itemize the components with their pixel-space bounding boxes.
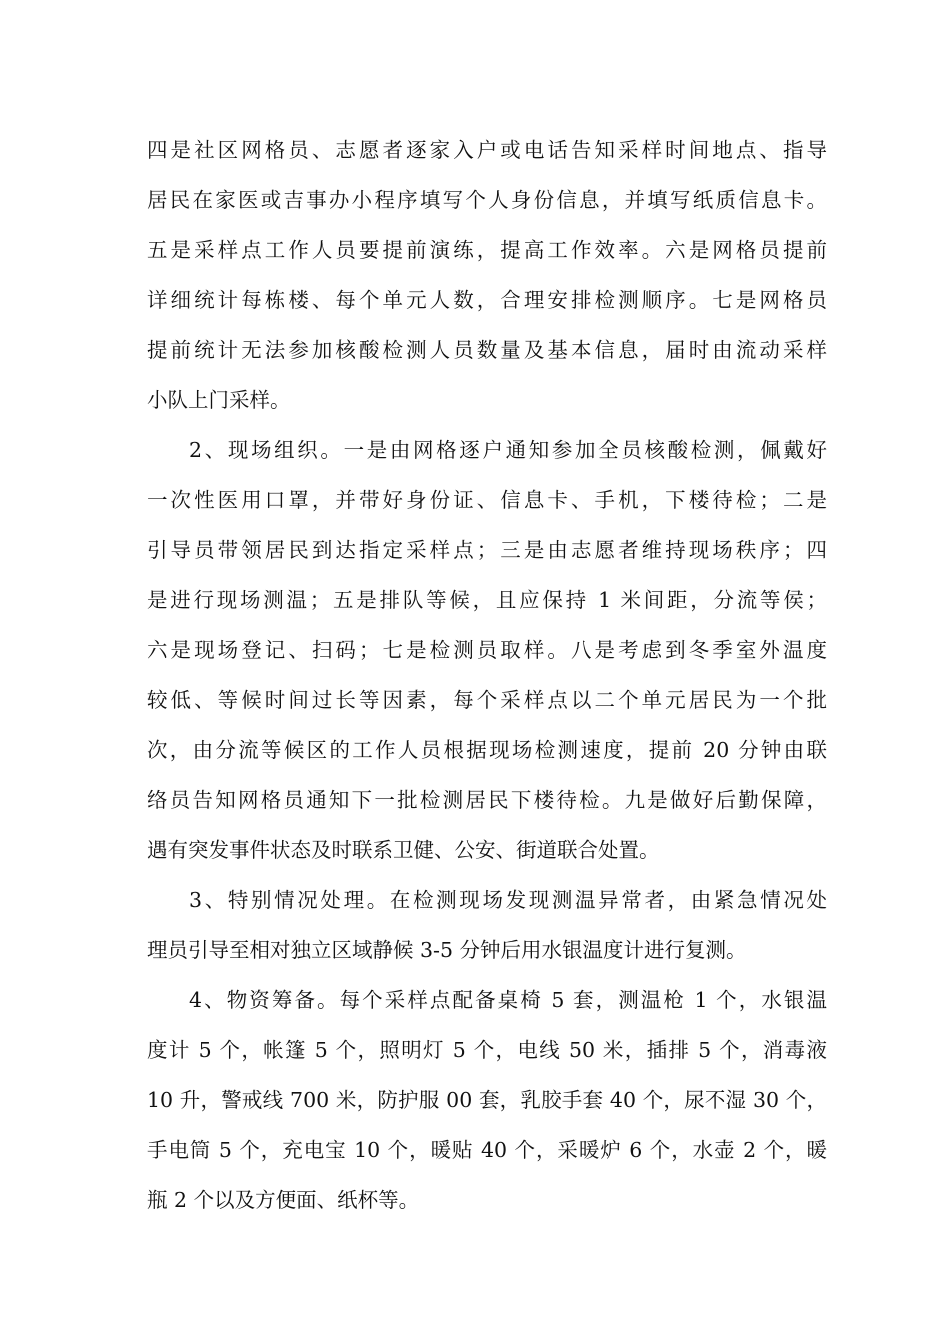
text-line: 提前统计无法参加核酸检测人员数量及基本信息，届时由流动采样 bbox=[147, 338, 827, 362]
text-line: 是进行现场测温；五是排队等候，且应保持 1 米间距，分流等侯； bbox=[147, 588, 827, 612]
paragraph-heading-line: 2、现场组织。一是由网格逐户通知参加全员核酸检测，佩戴好 bbox=[189, 438, 827, 462]
text-line: 络员告知网格员通知下一批检测居民下楼待检。九是做好后勤保障， bbox=[147, 788, 827, 812]
text-line: 手电筒 5 个，充电宝 10 个，暖贴 40 个，采暖炉 6 个，水壶 2 个，暖 bbox=[147, 1138, 827, 1162]
text-line: 详细统计每栋楼、每个单元人数，合理安排检测顺序。七是网格员 bbox=[147, 288, 827, 312]
text-line: 度计 5 个，帐篷 5 个，照明灯 5 个，电线 50 米，插排 5 个，消毒液 bbox=[147, 1038, 827, 1062]
text-line: 居民在家医或吉事办小程序填写个人身份信息，并填写纸质信息卡。 bbox=[147, 188, 827, 212]
text-line: 引导员带领居民到达指定采样点；三是由志愿者维持现场秩序；四 bbox=[147, 538, 827, 562]
text-line: 瓶 2 个以及方便面、纸杯等。 bbox=[147, 1188, 420, 1212]
text-line: 五是采样点工作人员要提前演练，提高工作效率。六是网格员提前 bbox=[147, 238, 827, 262]
text-line: 一次性医用口罩，并带好身份证、信息卡、手机，下楼待检；二是 bbox=[147, 488, 827, 512]
text-line: 次，由分流等候区的工作人员根据现场检测速度，提前 20 分钟由联 bbox=[147, 738, 827, 762]
text-line: 六是现场登记、扫码；七是检测员取样。八是考虑到冬季室外温度 bbox=[147, 638, 827, 662]
paragraph-heading-line: 3、特别情况处理。在检测现场发现测温异常者，由紧急情况处 bbox=[189, 888, 827, 912]
text-line: 遇有突发事件状态及时联系卫健、公安、街道联合处置。 bbox=[147, 838, 660, 862]
paragraph-heading-line: 4、物资筹备。每个采样点配备桌椅 5 套，测温枪 1 个，水银温 bbox=[189, 988, 827, 1012]
text-line: 理员引导至相对独立区域静候 3-5 分钟后用水银温度计进行复测。 bbox=[147, 938, 747, 962]
text-line: 四是社区网格员、志愿者逐家入户或电话告知采样时间地点、指导 bbox=[147, 138, 827, 162]
text-line: 小队上门采样。 bbox=[147, 388, 291, 412]
text-line: 较低、等候时间过长等因素，每个采样点以二个单元居民为一个批 bbox=[147, 688, 827, 712]
text-line: 10 升，警戒线 700 米，防护服 00 套，乳胶手套 40 个，尿不湿 30 个， bbox=[147, 1088, 827, 1112]
